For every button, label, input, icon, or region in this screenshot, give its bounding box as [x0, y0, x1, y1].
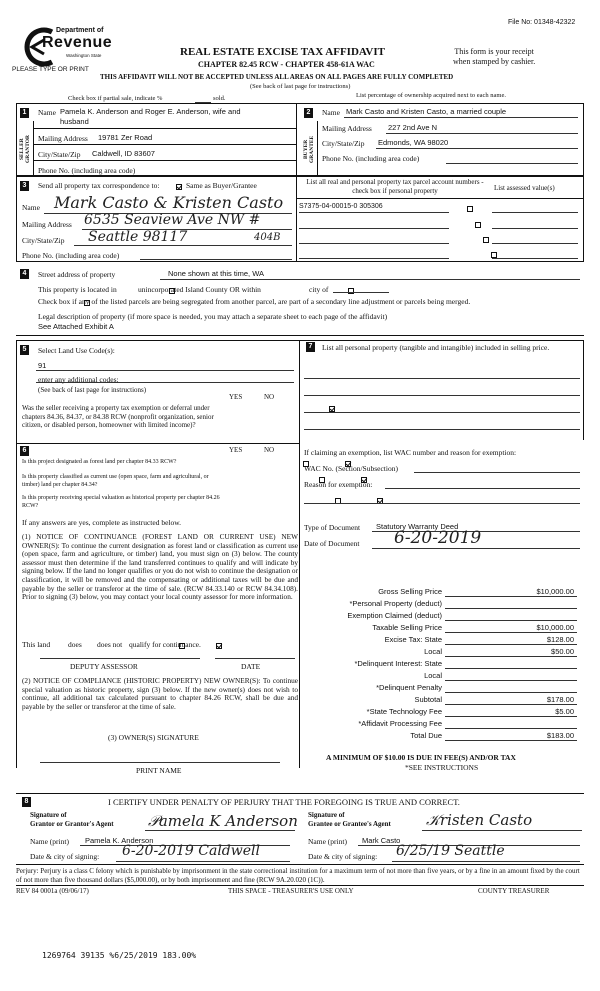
delinquent-penalty-row[interactable]: *Delinquent Penalty: [305, 683, 577, 693]
form-revision: REV 84 0001a (09/06/17): [16, 887, 89, 895]
seller-name-cont[interactable]: husband: [60, 117, 89, 126]
see-instructions-note: *SEE INSTRUCTIONS: [405, 763, 479, 772]
seller-phone[interactable]: Phone No. (including area code): [38, 166, 136, 175]
grantor-signature[interactable]: 𝒫amela K Anderson: [148, 812, 298, 830]
seller-city[interactable]: Caldwell, ID 83607: [92, 149, 155, 158]
deputy-assessor-label: DEPUTY ASSESSOR: [70, 662, 138, 671]
parcel-header: List all real and personal property tax parcel account numbers - check box if personal property: [306, 178, 484, 195]
county-treasurer-label: COUNTY TREASURER: [478, 887, 550, 895]
exemption-claimed-row[interactable]: Exemption Claimed (deduct): [305, 611, 577, 621]
dor-logo: Department of Revenue Washington State: [12, 24, 112, 74]
correspondence-phone[interactable]: Phone No. (including area code): [22, 251, 120, 260]
legal-description[interactable]: See Attached Exhibit A: [38, 322, 114, 331]
correspondence-mailing[interactable]: 6535 Seaview Ave NW #: [84, 212, 261, 228]
personal-property-row[interactable]: *Personal Property (deduct): [305, 599, 577, 609]
form-title: REAL ESTATE EXCISE TAX AFFIDAVIT: [180, 46, 385, 58]
grantee-signature[interactable]: 𝒦risten Casto: [426, 811, 533, 829]
section-4-marker: 4: [20, 269, 29, 279]
see-back-note: (See back of last page for instructions): [250, 83, 351, 90]
wac-number[interactable]: WAC No. (Section/Subsection): [304, 464, 398, 473]
file-number: File No: 01348-42322: [508, 19, 576, 26]
excise-tax-local-row[interactable]: Local $50.00: [305, 647, 577, 657]
gross-selling-price-row[interactable]: Gross Selling Price $10,000.00: [305, 587, 577, 597]
affidavit-processing-fee-row[interactable]: *Affidavit Processing Fee: [305, 719, 577, 729]
parcel-number[interactable]: S7375-04-00015-0 305306: [299, 203, 383, 210]
buyer-name[interactable]: Mark Casto and Kristen Casto, a married couple: [346, 107, 507, 116]
exemption-question: Was the seller receiving a property tax exemption or deferral under chapters 84.36, 84.37, or 84.38 RCW (nonprofit organization, senior citizen, or disabled person, homeowner with limited income)?: [22, 404, 214, 430]
land-use-code[interactable]: 91: [38, 361, 47, 370]
date-label: DATE: [241, 662, 261, 671]
correspondence-city[interactable]: Seattle 98117: [88, 229, 188, 245]
certify-statement: I CERTIFY UNDER PENALTY OF PERJURY THAT THE FOREGOING IS TRUE AND CORRECT.: [108, 797, 460, 807]
treasurer-use-note: THIS SPACE - TREASURER'S USE ONLY: [228, 887, 354, 895]
seller-side-label: SELLER GRANTOR: [19, 135, 31, 164]
delinquent-interest-state-row[interactable]: *Delinquent Interest: State: [305, 659, 577, 669]
notice-of-compliance: (2) NOTICE OF COMPLIANCE (HISTORIC PROPERTY) NEW OWNER(S): To continue special valuation as historic property, sign (3) below. If the new owner(s) does not wish to continue, all additional tax calculated pursuant to chapter 84.26 RCW, shall be due and payable by the seller or transferor at the time of sale.: [22, 676, 298, 711]
seller-mailing[interactable]: 19781 Zer Road: [98, 133, 153, 142]
section-8-marker: 8: [22, 797, 31, 807]
warning-text: THIS AFFIDAVIT WILL NOT BE ACCEPTED UNLESS ALL AREAS ON ALL PAGES ARE FULLY COMPLETED: [100, 73, 454, 81]
grantor-date-city[interactable]: 6-20-2019 Caldwell: [122, 843, 260, 859]
please-type: PLEASE TYPE OR PRINT: [12, 66, 89, 73]
excise-tax-state-row[interactable]: Excise Tax: State $128.00: [305, 635, 577, 645]
taxable-selling-price-row[interactable]: Taxable Selling Price $10,000.00: [305, 623, 577, 633]
correspondence-unit[interactable]: 404B: [254, 232, 281, 243]
section-7-marker: 7: [306, 342, 315, 352]
print-name-label: PRINT NAME: [136, 766, 182, 775]
notice-of-continuance: (1) NOTICE OF CONTINUANCE (FOREST LAND OR CURRENT USE) NEW OWNER(S): To continue the current designation as forest land or classification as current use (open space, farm and agriculture, or timber) land, you must sign on (3) below. The county assessor must then determine if the land transferred continues to qualify and will indicate by signing below. If the land no longer qualifies or you do not wish to continue the designation or classification, it will be removed and the compensating or additional taxes will be due and payable by the seller or transferor at the time of sale. (RCW 84.33.140 or RCW 84.34.108). Prior to signing (3) below, you may contact your local county assessor for more information.: [22, 532, 298, 602]
minimum-fee-note: A MINIMUM OF $10.00 IS DUE IN FEE(S) AND/OR TAX: [326, 753, 516, 762]
street-address[interactable]: None shown at this time, WA: [168, 269, 265, 278]
state-technology-fee-row[interactable]: *State Technology Fee $5.00: [305, 707, 577, 717]
buyer-side-label: BUYER GRANTEE: [303, 135, 315, 163]
partial-sale-label: Check box if partial sale, indicate %: [68, 95, 163, 102]
section-6-marker: 6: [20, 446, 29, 456]
same-as-buyer-checkbox[interactable]: [176, 184, 182, 190]
section-3-marker: 3: [20, 181, 29, 191]
section-2-marker: 2: [304, 108, 313, 118]
treasurer-stamp: 1269764 39135 %6/25/2019 183.00%: [42, 951, 197, 960]
list-percentage-note: List percentage of ownership acquired next to each name.: [356, 92, 506, 99]
buyer-city[interactable]: Edmonds, WA 98020: [378, 138, 449, 147]
seller-name[interactable]: Pamela K. Anderson and Roger E. Anderson, wife and: [60, 107, 241, 116]
assessed-header: List assessed value(s): [494, 184, 555, 192]
exemption-reason[interactable]: Reason for exemption:: [304, 480, 373, 489]
owner-signature-label: (3) OWNER(S) SIGNATURE: [108, 733, 199, 742]
document-type[interactable]: Statutory Warranty Deed: [376, 522, 459, 531]
perjury-notice: Perjury: Perjury is a class C felony which is punishable by imprisonment in the state correctional institution for a maximum term of not more than five years, or by a fine in an amount fixed by the court of not more than five thousand dollars ($5,000.00), or by both imprisonment and fine (RCW 9A.20.020 (1C)).: [16, 867, 580, 884]
receipt-note: This form is your receipt when stamped by cashier.: [453, 47, 536, 66]
parcel-checkbox-3[interactable]: [483, 237, 489, 243]
parcel-checkbox-1[interactable]: [467, 206, 473, 212]
land-does-not-checkbox[interactable]: [216, 643, 222, 649]
personal-property-label: List all personal property (tangible and intangible) included in selling price.: [322, 343, 550, 352]
form-subtitle: CHAPTER 82.45 RCW - CHAPTER 458-61A WAC: [198, 60, 375, 69]
section-5-marker: 5: [20, 345, 29, 355]
delinquent-interest-local-row[interactable]: Local: [305, 671, 577, 681]
buyer-phone[interactable]: Phone No. (including area code): [322, 154, 420, 163]
parcel-checkbox-2[interactable]: [475, 222, 481, 228]
buyer-mailing[interactable]: 227 2nd Ave N: [388, 123, 438, 132]
document-date[interactable]: 6-20-2019: [394, 528, 482, 548]
correspondence-name[interactable]: Mark Casto & Kristen Casto: [54, 193, 284, 212]
grantee-date-city[interactable]: 6/25/19 Seattle: [396, 843, 505, 859]
section-7-box: [300, 340, 584, 440]
grantor-print-name[interactable]: Pamela K. Anderson: [85, 836, 154, 845]
grantee-print-name[interactable]: Mark Casto: [362, 836, 401, 845]
subtotal-row[interactable]: Subtotal $178.00: [305, 695, 577, 705]
total-due-row[interactable]: Total Due $183.00: [305, 731, 577, 741]
section-1-marker: 1: [20, 108, 29, 118]
